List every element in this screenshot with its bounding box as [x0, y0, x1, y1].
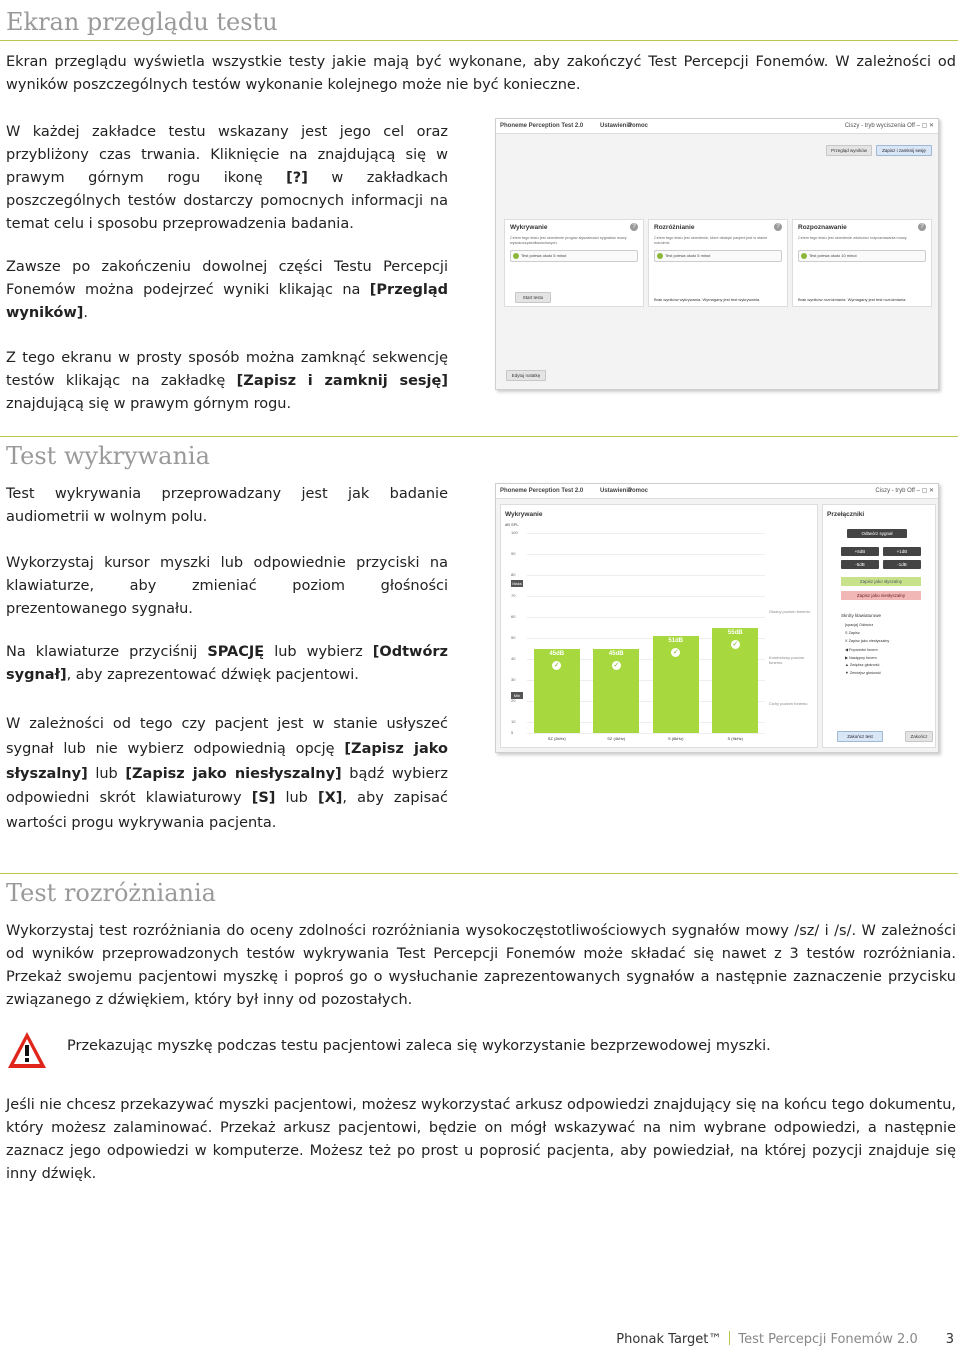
comfort-level-label: Komfortowy poziom fonemu [769, 655, 805, 665]
detection-paragraph-4: W zależności od tego czy pacjent jest w stanie usłyszeć sygnał lub nie wybierz odpowiednią opcję [Zapisz jako słyszalny] lub [Zapisz jako niesłyszalny] bądź wybierz odpowiedni skrót klawiaturowy [S] lub [X], aby zapisać wartości progu wykrywania pacjenta. [6, 716, 448, 832]
section-rule [0, 40, 958, 41]
y-tick-label: 5 [511, 730, 514, 735]
menu-help[interactable]: Pomoc [628, 488, 649, 494]
marker-max: Maks [512, 581, 522, 586]
y-tick-label: 50 [511, 635, 516, 641]
chart-panel-title: Wykrywanie [505, 511, 543, 518]
warning-icon [6, 1030, 48, 1070]
x-category-label: S (6kHz) [667, 736, 684, 741]
end-button[interactable]: Zakończ [905, 731, 933, 742]
shortcut-item: ▶ Następny fonem [845, 656, 877, 660]
help-icon[interactable]: ? [774, 223, 782, 231]
y-tick-label: 70 [511, 593, 516, 599]
section-rule [0, 436, 958, 437]
shortcuts-title: Skróty klawiaturowe [841, 613, 882, 618]
review-results-button[interactable]: Przegląd wyników [826, 145, 872, 156]
menu-settings[interactable]: Ustawienia [600, 488, 632, 494]
shortcut-item: ▼ Zmniejsz głośność [845, 671, 882, 675]
window-controls[interactable]: Ciszy - tryb Off – ▢ ✕ [875, 488, 934, 494]
page-footer [616, 1331, 954, 1347]
detection-chart [500, 504, 818, 748]
y-tick-label: 60 [511, 614, 516, 620]
minus-5db-button[interactable]: -5dB [841, 560, 879, 569]
controls-panel [822, 504, 936, 748]
save-heard-button[interactable]: Zapisz jako słyszalny [841, 577, 921, 586]
y-tick-label: 40 [511, 656, 516, 662]
bar-value-label: 51dB [668, 638, 684, 645]
quiet-level-label: Cichy poziom fonemu [769, 701, 808, 706]
panel-title: Rozróżnianie [654, 224, 695, 231]
grid-line [527, 617, 765, 618]
minus-1db-button[interactable]: -1dB [883, 560, 921, 569]
panel-discrimination [648, 219, 788, 307]
y-tick-label: 100 [511, 530, 518, 535]
check-icon: ✓ [732, 640, 739, 648]
grid-line [527, 554, 765, 555]
menu-help[interactable]: Pomoc [628, 123, 649, 129]
footer-brand: Phonak Target™ [616, 1332, 722, 1347]
overview-paragraph-3: Zawsze po zakończeniu dowolnej części Testu Percepcji Fonemów można podejrzeć wyniki klikając na [Przegląd wyników]. [6, 259, 448, 321]
discrimination-paragraph-2: Jeśli nie chcesz przekazywać myszki pacjentowi, możesz wykorzystać arkusz odpowiedzi znajdujący się na końcu tego dokumentu, który możesz zalaminować. Przekaż arkusz pacjentowi, będzie on mógł wskazywać na nim wybrane odpowiedzi, a następnie zaznacz jego odpowiedzi w komputerze. Możesz też po prost u poprosić pacjenta, aby powiedział, na której pozycji znajduje się inny dźwięk. [6, 1097, 956, 1182]
x-category-label: SZ (2kHz) [547, 736, 566, 741]
panel-title: Rozpoznawanie [798, 224, 847, 231]
panel-recognition [792, 219, 932, 307]
duration-badge: Test potrwa około 5 minut [510, 250, 638, 262]
page-number: 3 [945, 1332, 954, 1347]
panel-status: Brak wyników rozróżniania. Wymagany jest test rozróżniania. [798, 297, 907, 302]
panel-description: Celem tego testu jest określenie, które dźwięki pacjent jest w stanie rozróżnić. [654, 236, 768, 245]
y-tick-label: 90 [511, 551, 516, 557]
help-icon[interactable]: ? [918, 223, 926, 231]
check-icon: ✓ [613, 661, 620, 669]
app-title: Phoneme Perception Test 2.0 [500, 488, 584, 494]
x-category-label: S (9kHz) [727, 736, 744, 741]
x-category-label: SZ (4kHz) [607, 736, 626, 741]
bar-value-label: 45dB [549, 650, 565, 657]
clock-icon [657, 253, 663, 259]
loud-level-label: Głośny poziom fonemu [769, 609, 810, 614]
play-signal-button[interactable]: Odtwórz sygnał [847, 529, 907, 538]
app-title: Phoneme Perception Test 2.0 [500, 123, 584, 129]
help-icon[interactable]: ? [630, 223, 638, 231]
section-rule [0, 873, 958, 874]
window-titlebar [496, 119, 938, 134]
footer-subtitle: Test Percepcji Fonemów 2.0 [738, 1332, 918, 1347]
grid-line [527, 575, 765, 576]
y-tick-label: 80 [511, 572, 516, 578]
overview-paragraph-1: Ekran przeglądu wyświetla wszystkie testy jakie mają być wykonane, aby zakończyć Test Percepcji Fonemów. W zależności od wyników poszczególnych testów wykonanie kolejnego może nie być konieczne. [6, 54, 956, 93]
menu-settings[interactable]: Ustawienia [600, 123, 632, 129]
overview-paragraph-4: Z tego ekranu w prosty sposób można zamknąć sekwencję testów klikając na zakładkę [Zapisz i zamknij sesję] znajdującą się w prawym górnym rogu. [6, 350, 448, 412]
detection-paragraph-2: Wykorzystaj kursor myszki lub odpowiednie przyciski na klawiaturze, aby zmieniać poziom głośności prezentowanego sygnału. [6, 555, 448, 617]
bar-value-label: 55dB [727, 629, 743, 636]
save-not-heard-button[interactable]: Zapisz jako niesłyszalny [841, 591, 921, 600]
detection-screenshot [495, 483, 939, 753]
y-tick-label: 30 [511, 677, 516, 683]
grid-line [527, 533, 765, 534]
panel-detection [504, 219, 644, 307]
shortcut-item: S Zapisz [845, 631, 860, 635]
panel-title: Wykrywanie [510, 224, 548, 231]
shortcut-item: [spacja] Odtwórz [845, 623, 874, 627]
controls-panel-title: Przełączniki [827, 511, 865, 518]
clock-icon [513, 253, 519, 259]
check-icon: ✓ [553, 661, 560, 669]
panel-status: Brak wyników wykrywania. Wymagany jest test wykrywania. [654, 297, 761, 302]
panel-description: Celem tego testu jest określenie progów słyszalności sygnałów mowy wysokoczęstotliwościowych. [510, 236, 627, 245]
marker-min: Min [511, 692, 523, 699]
section-title-overview: Ekran przeglądu testu [6, 8, 278, 36]
start-test-button[interactable]: Start testu [515, 292, 551, 303]
grid-line [527, 733, 765, 734]
plus-1db-button[interactable]: +1dB [883, 547, 921, 556]
window-titlebar [496, 484, 938, 499]
clock-icon [801, 253, 807, 259]
shortcut-item: X Zapisz jako niesłyszalny [845, 639, 890, 643]
warning-text: Przekazując myszkę podczas testu pacjentowi zaleca się wykorzystanie bezprzewodowej myszki. [67, 1038, 771, 1054]
footer-separator [729, 1331, 730, 1345]
bar-value-label: 45dB [608, 650, 624, 657]
grid-line [527, 596, 765, 597]
section-title-discrimination: Test rozróżniania [6, 879, 216, 907]
detection-paragraph-3: Na klawiaturze przyciśnij SPACJĘ lub wybierz [Odtwórz sygnał], aby zaprezentować dźwięk pacjentowi. [6, 644, 448, 683]
duration-badge: Test potrwa około 10 minut [798, 250, 926, 262]
section-title-detection: Test wykrywania [6, 442, 210, 470]
check-icon: ✓ [672, 649, 679, 657]
save-close-session-button[interactable]: Zapisz i zamknij sesję [876, 145, 932, 156]
shortcut-item: ◀ Poprzedni fonem [845, 648, 878, 652]
panel-description: Celem tego testu jest określenie zdolności rozpoznawania mowy. [798, 236, 908, 240]
edit-notes-button[interactable]: Edytuj notatkę [506, 370, 546, 381]
y-axis-unit: dB SPL [505, 522, 519, 527]
finish-test-button[interactable]: Zakończ test [837, 731, 883, 742]
duration-badge: Test potrwa około 5 minut [654, 250, 782, 262]
overview-screenshot [495, 118, 939, 390]
y-tick-label: 20 [511, 698, 516, 704]
window-controls[interactable]: Ciszy - tryb wyciszenia Off – ▢ ✕ [844, 123, 934, 129]
y-tick-label: 10 [511, 719, 516, 725]
shortcut-item: ▲ Zwiększ głośność [845, 663, 880, 667]
discrimination-paragraph-1: Wykorzystaj test rozróżniania do oceny zdolności rozróżniania wysokoczęstotliwościowych sygnałów mowy /sz/ i /s/. W zależności od wyników przeprowadzonych testów wykrywania Test Percepcji Fonemów może składać się nawet z 3 testów rozróżniania. Przekaż swojemu pacjentowi myszkę i poproś go o wysłuchanie zaprezentowanych sygnałów a następnie zaznaczenie przycisku związanego z dźwiękiem, który był inny od pozostałych. [6, 923, 956, 1008]
detection-paragraph-1: Test wykrywania przeprowadzany jest jak badanie audiometrii w wolnym polu. [6, 486, 448, 525]
overview-paragraph-2: W każdej zakładce testu wskazany jest jego cel oraz przybliżony czas trwania. Kliknięcie na znajdującą się w prawym górnym rogu ikonę [?] w zakładkach poszczególnych testów dostarczy pomocnych informacji na temat celu i sposobu przeprowadzenia badania. [6, 124, 449, 232]
plus-5db-button[interactable]: +5dB [841, 547, 879, 556]
